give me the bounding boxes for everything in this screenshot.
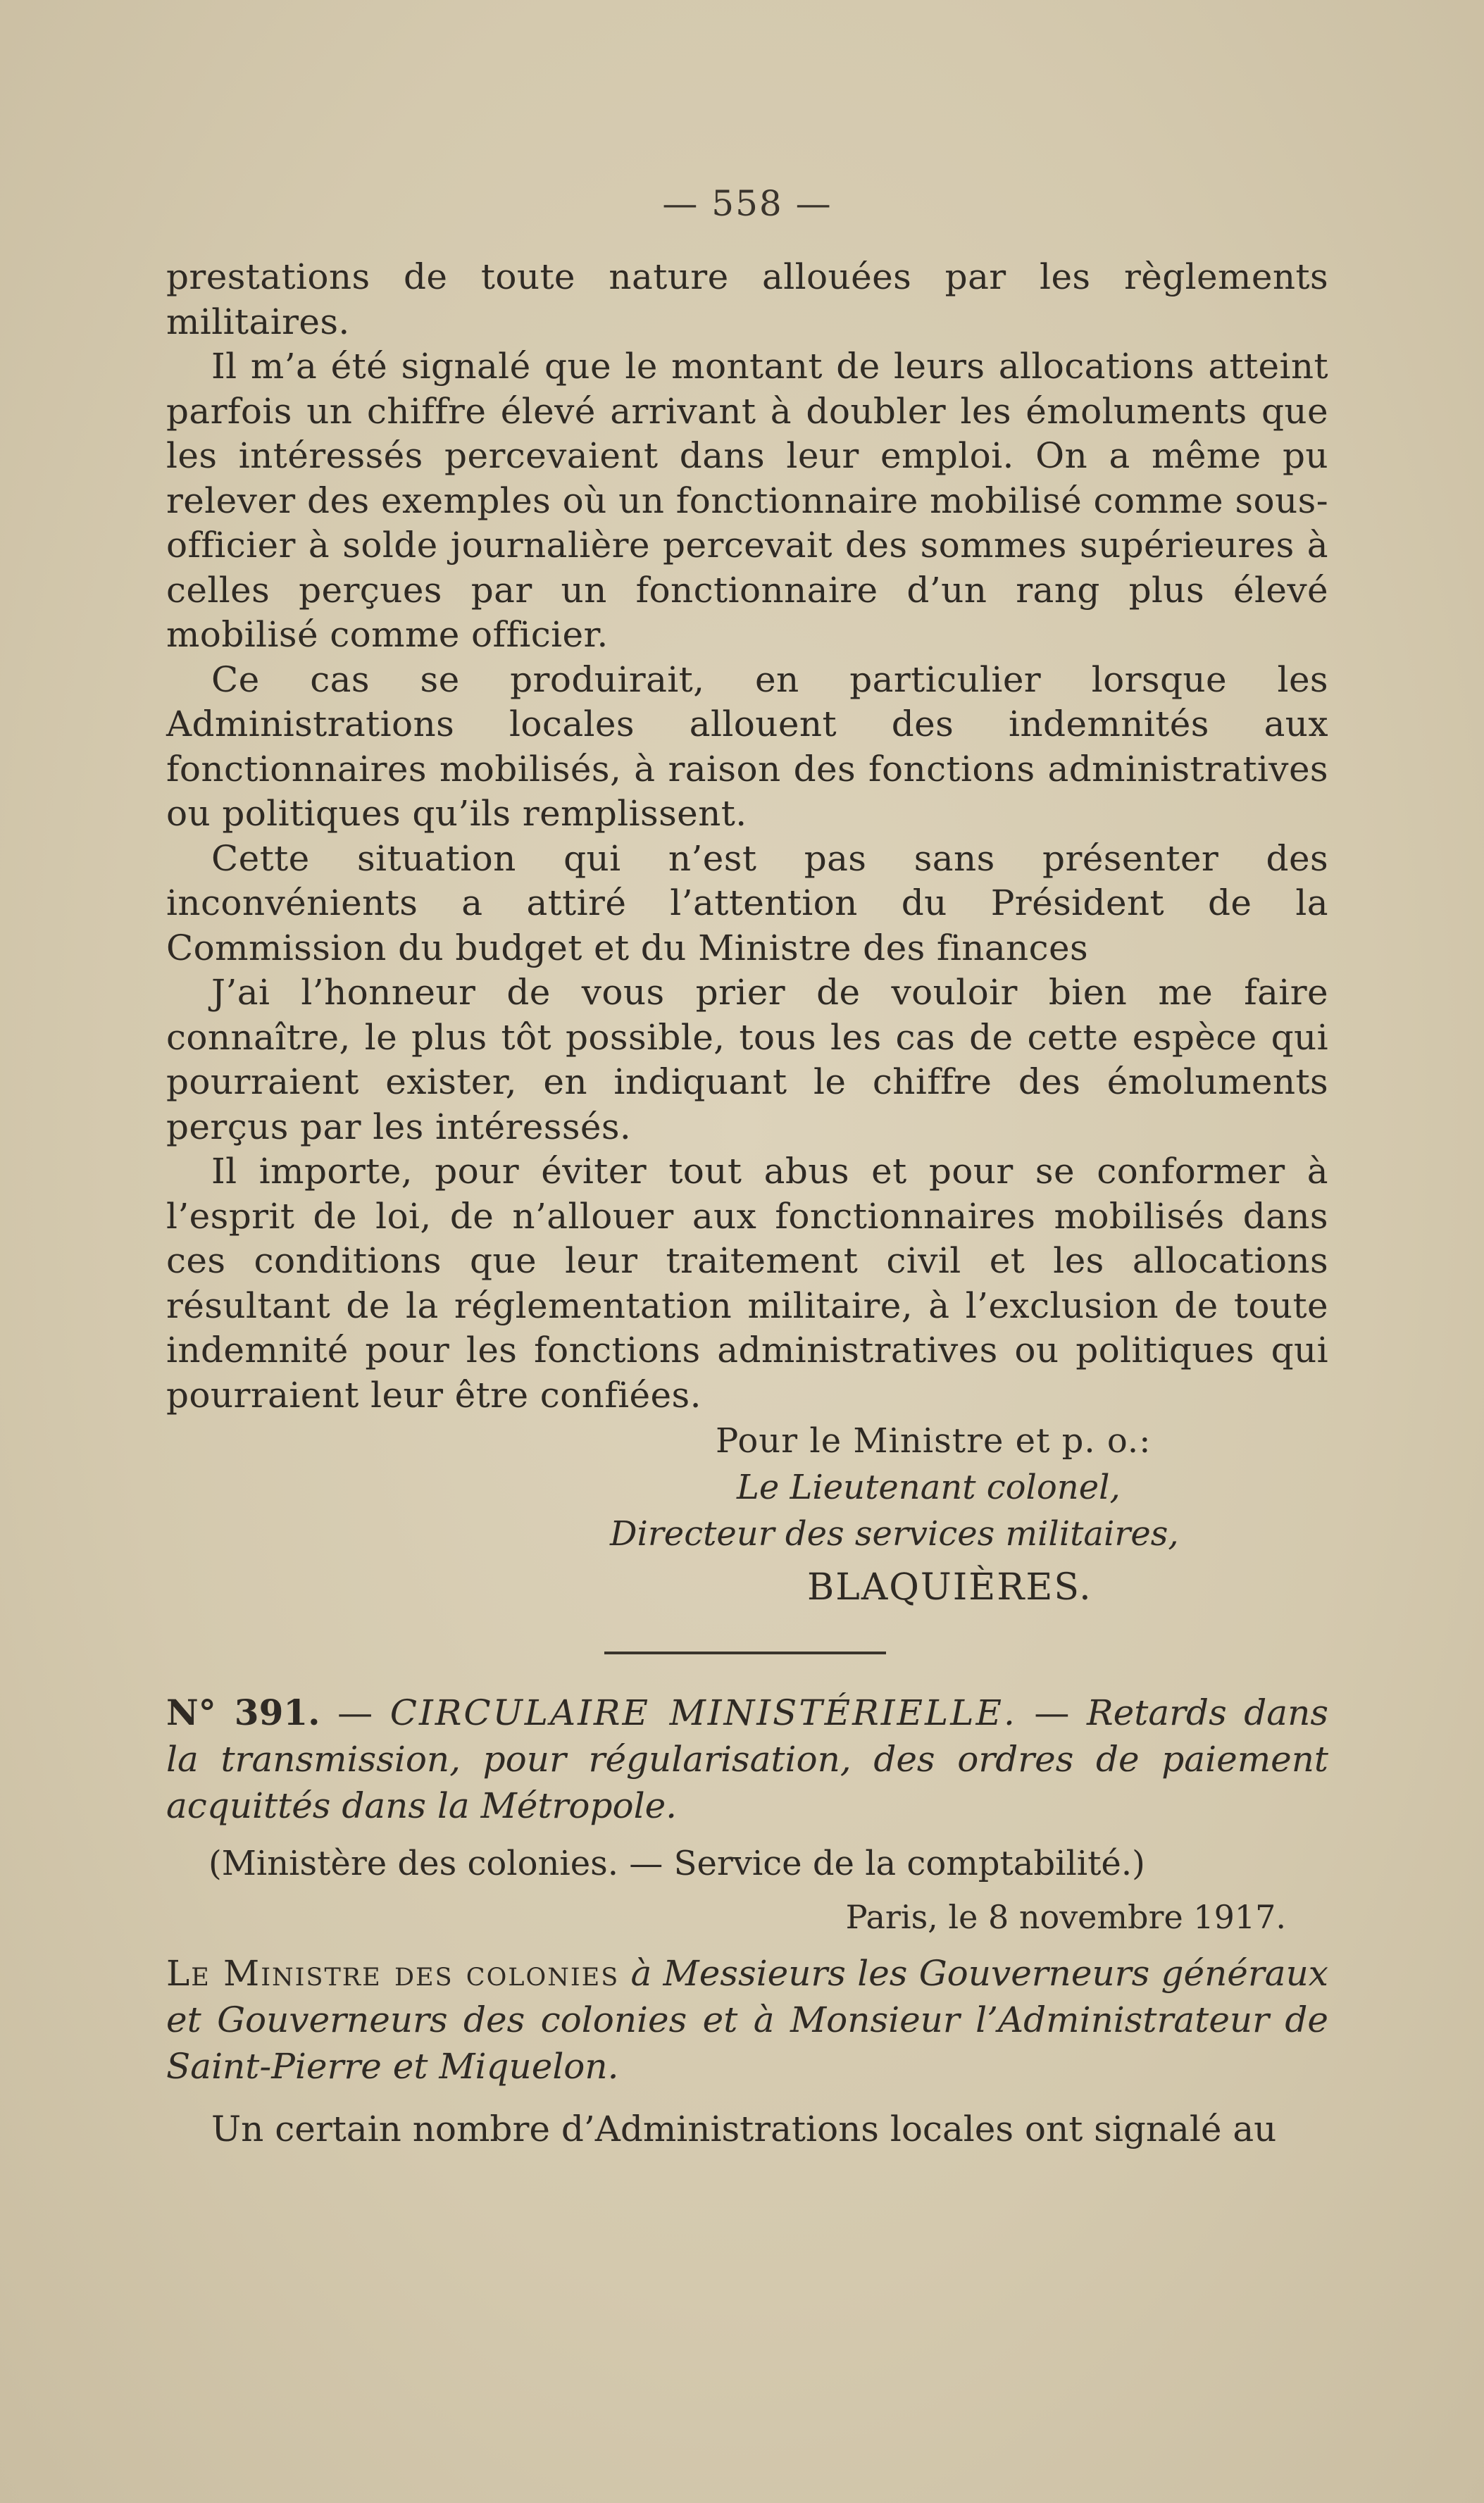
signature-line-3: Directeur des services militaires,	[610, 1514, 1179, 1554]
circular-title: CIRCULAIRE MINISTÉRIELLE.	[389, 1692, 1017, 1733]
signature-block	[166, 1418, 1328, 1611]
paragraph-2: Il m’a été signalé que le montant de leurs allocations atteint parfois un chiffre élevé arrivant à doubler les émoluments que les intéressés percevaient dans leur emploi. On a même pu relever des exemples où un fonctionnaire mobilisé comme sous-officier à solde journalière percevait des sommes supérieures à celles perçues par un fonctionnaire d’un rang plus élevé mobilisé comme officier.	[166, 346, 1328, 655]
circular-heading	[166, 1690, 1328, 1829]
circular-description: Retards dans la transmission, pour régularisation, des ordres de paiement acquittés dans la Métropole.	[166, 1692, 1328, 1826]
paragraph-4: Cette situation qui n’est pas sans présenter des inconvénients a attiré l’attention du Président de la Commission du budget et du Ministre des finances	[166, 837, 1328, 968]
circular-addressee	[166, 1950, 1328, 2090]
circular-dash: —	[320, 1692, 390, 1733]
paragraph-1: prestations de toute nature allouées par les règlements militaires.	[166, 256, 1328, 342]
circular-recipients: à Messieurs les Gouverneurs généraux et Gouverneurs des colonies et à Monsieur l’Administrateur de Saint-Pierre et Miquelon.	[166, 1953, 1328, 2087]
circular-dateline: Paris, le 8 novembre 1917.	[845, 1898, 1286, 1936]
circular-first-line: Un certain nombre d’Administrations locales ont signalé au	[211, 2109, 1277, 2149]
page-number: — 558 —	[662, 183, 833, 224]
paragraph-6: Il importe, pour éviter tout abus et pour se conformer à l’esprit de loi, de n’allouer aux fonctionnaires mobilisés dans ces conditions que leur traitement civil et les allocations résultant de la réglementation militaire, à l’exclusion de toute indemnité pour les fonctions administratives ou politiques qui pourraient leur être confiées.	[166, 1151, 1328, 1416]
circular-separator: —	[1016, 1692, 1087, 1733]
circular-number: N° 391.	[166, 1692, 320, 1733]
paragraph-3: Ce cas se produirait, en particulier lorsque les Administrations locales allouent des indemnités aux fonctionnaires mobilisés, à raison des fonctions administratives ou politiques qu’ils remplissent.	[166, 658, 1328, 834]
signature-name: BLAQUIÈRES.	[807, 1566, 1092, 1609]
circular-subtitle: (Ministère des colonies. — Service de la comptabilité.)	[208, 1844, 1145, 1883]
paragraph-5: J’ai l’honneur de vous prier de vouloir bien me faire connaître, le plus tôt possible, tous les cas de cette espèce qui pourraient exister, en indiquant le chiffre des émoluments perçus par les intéressés.	[166, 972, 1328, 1147]
circular-sender: Le Ministre des colonies	[166, 1953, 620, 1994]
document-page	[166, 183, 1328, 2152]
section-divider	[604, 1652, 886, 1654]
signature-line-2: Le Lieutenant colonel,	[737, 1468, 1121, 1507]
signature-line-1: Pour le Ministre et p. o.:	[716, 1421, 1152, 1461]
